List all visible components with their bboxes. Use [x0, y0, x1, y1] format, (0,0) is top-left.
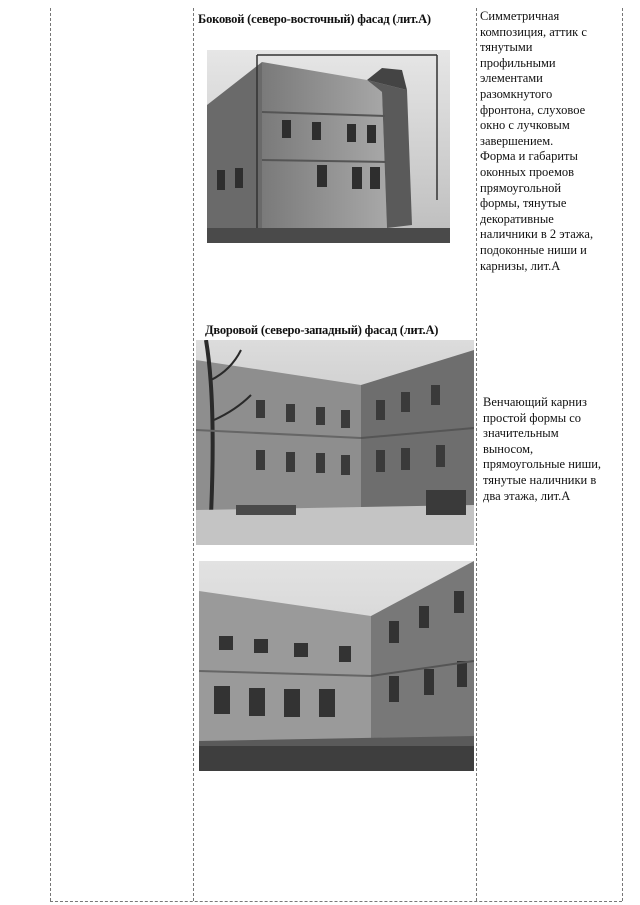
photo-northeast-facade: [207, 50, 450, 243]
table-border-bottom: [50, 901, 622, 902]
facade-description-northeast: Симметричная композиция, аттик с тянутыми профильными элементами разомкнутого фронтона, слуховое окно с лучковым завершением. Форма и габариты оконных проемов прямоугольной формы, тянутые декоративные наличники в 2 этажа, подоконные ниши и карнизы, лит.А: [480, 9, 594, 273]
photo-northwest-facade-1: [196, 340, 474, 545]
table-border-col2: [193, 8, 194, 901]
facade-description-northwest: Венчающий карниз простой формы со значительным выносом, прямоугольные ниши, тянутые наличники в два этажа, лит.А: [483, 395, 602, 503]
table-border-left: [50, 8, 51, 901]
table-border-right: [622, 8, 623, 901]
facade-caption-northeast: Боковой (северо-восточный) фасад (лит.А): [198, 12, 431, 26]
facade-caption-northwest: Дворовой (северо-западный) фасад (лит.А): [205, 323, 439, 337]
table-border-col3: [476, 8, 477, 901]
photo-northwest-facade-2: [199, 561, 474, 771]
